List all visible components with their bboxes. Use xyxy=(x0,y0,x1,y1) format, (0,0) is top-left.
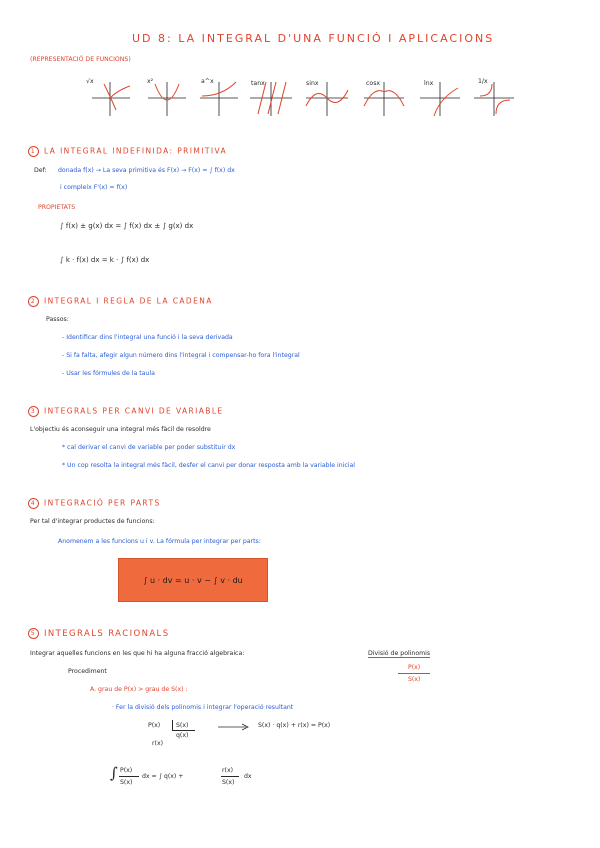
bullet-item: * Un cop resolta la integral més fàcil, desfer el canvi per donar resposta amb la variable inicial xyxy=(62,462,356,469)
fraction-numerator: P(x) xyxy=(408,664,421,671)
graph-ln xyxy=(420,82,460,116)
section-heading-text: INTEGRAL I REGLA DE LA CADENA xyxy=(44,296,213,306)
section-1-heading xyxy=(28,146,227,157)
division-divisor: S(x) xyxy=(176,722,189,729)
graph-tan xyxy=(250,82,292,116)
final-right-bar xyxy=(221,776,239,777)
final-end: dx xyxy=(244,773,252,780)
fraction-denominator: S(x) xyxy=(408,676,421,683)
graph-label-exp: a^x xyxy=(201,78,214,85)
step-item: - Si fa falta, afegir algun número dins l'integral i compensar-ho fora l'integral xyxy=(62,352,300,359)
integral-sign: ∫ xyxy=(110,764,118,782)
procedure-label: Procediment xyxy=(68,668,107,675)
section-4-heading xyxy=(28,498,161,509)
graph-square xyxy=(148,82,186,116)
section-heading-text: INTEGRALS RACIONALS xyxy=(44,629,170,639)
section-number-badge: 5 xyxy=(28,628,39,639)
final-left-numerator: P(x) xyxy=(120,767,133,774)
definition-label: Def: xyxy=(34,167,47,174)
fraction-bar xyxy=(398,673,430,674)
definition-condition: i compleix F'(x) = f(x) xyxy=(60,184,128,191)
bullet-item: * cal derivar el canvi de variable per poder substituir dx xyxy=(62,444,236,451)
steps-label: Passos: xyxy=(46,316,69,323)
page-title: UD 8: LA INTEGRAL D'UNA FUNCIÓ I APLICACIONS xyxy=(132,32,495,45)
graph-label-square: x² xyxy=(147,78,154,85)
polynomial-division-note: Divisió de polinomis xyxy=(368,650,431,657)
division-quotient: q(x) xyxy=(176,732,189,739)
division-dividend: P(x) xyxy=(148,722,161,729)
page-subtitle: (REPRESENTACIÓ DE FUNCIONS) xyxy=(30,56,131,63)
graph-label-sqrt: √x xyxy=(86,78,94,85)
arrow-icon xyxy=(218,723,250,731)
final-right-numerator: r(x) xyxy=(222,767,234,774)
parts-formula: ∫ u · dv = u · v − ∫ v · du xyxy=(143,575,243,585)
property-sum: ∫ f(x) ± g(x) dx = ∫ f(x) dx ± ∫ g(x) dx xyxy=(60,222,194,230)
step-item: - Usar les fórmules de la taula xyxy=(62,370,155,377)
graph-label-reciprocal: 1/x xyxy=(478,78,488,85)
definition-text: donada f(x) → La seva primitiva és F(x) → F(x) = ∫ f(x) dx xyxy=(58,167,235,174)
case-a: A. grau de P(x) > grau de S(x) : xyxy=(90,686,188,693)
final-right-denominator: S(x) xyxy=(222,779,235,786)
section-4-text: Per tal d'integrar productes de funcions: xyxy=(30,518,155,525)
section-number-badge: 3 xyxy=(28,406,39,417)
graph-label-sin: sinx xyxy=(306,80,319,87)
graph-label-ln: lnx xyxy=(424,80,434,87)
section-5-text: Integrar aquelles funcions en les que hi ha alguna fracció algebraica: xyxy=(30,650,245,657)
property-constant: ∫ k · f(x) dx = k · ∫ f(x) dx xyxy=(60,256,150,264)
section-heading-text: INTEGRALS PER CANVI DE VARIABLE xyxy=(44,406,224,416)
division-result: S(x) · q(x) + r(x) = P(x) xyxy=(258,722,331,729)
step-item: - Identificar dins l'integral una funció i la seva derivada xyxy=(62,334,233,341)
graph-reciprocal xyxy=(474,82,514,116)
graph-exp xyxy=(200,82,238,116)
section-5-heading xyxy=(28,628,170,639)
section-heading-text: LA INTEGRAL INDEFINIDA: PRIMITIVA xyxy=(44,146,228,156)
section-number-badge: 4 xyxy=(28,498,39,509)
section-3-heading xyxy=(28,406,224,417)
parts-formula-box xyxy=(118,558,268,602)
division-remainder: r(x) xyxy=(152,740,164,747)
section-number-badge: 1 xyxy=(28,146,39,157)
division-bracket xyxy=(172,720,195,731)
final-left-denominator: S(x) xyxy=(120,779,133,786)
section-heading-text: INTEGRACIÓ PER PARTS xyxy=(44,498,161,508)
section-2-heading xyxy=(28,296,213,307)
section-3-text: L'objectiu és aconseguir una integral més fàcil de resoldre xyxy=(30,426,211,433)
final-middle: dx = ∫ q(x) + xyxy=(142,773,184,780)
section-number-badge: 2 xyxy=(28,296,39,307)
graph-label-tan: tanx xyxy=(251,80,265,87)
case-a-text: · Fer la divisió dels polinomis i integrar l'operació resultant xyxy=(112,704,294,711)
graph-cos xyxy=(364,82,404,116)
graph-label-cos: cosx xyxy=(366,80,381,87)
function-graphs xyxy=(0,76,600,136)
section-4-blue-text: Anomenem a les funcions u i v. La fórmula per integrar per parts: xyxy=(58,538,261,545)
properties-label: PROPIETATS xyxy=(38,204,76,211)
final-left-bar xyxy=(119,776,139,777)
